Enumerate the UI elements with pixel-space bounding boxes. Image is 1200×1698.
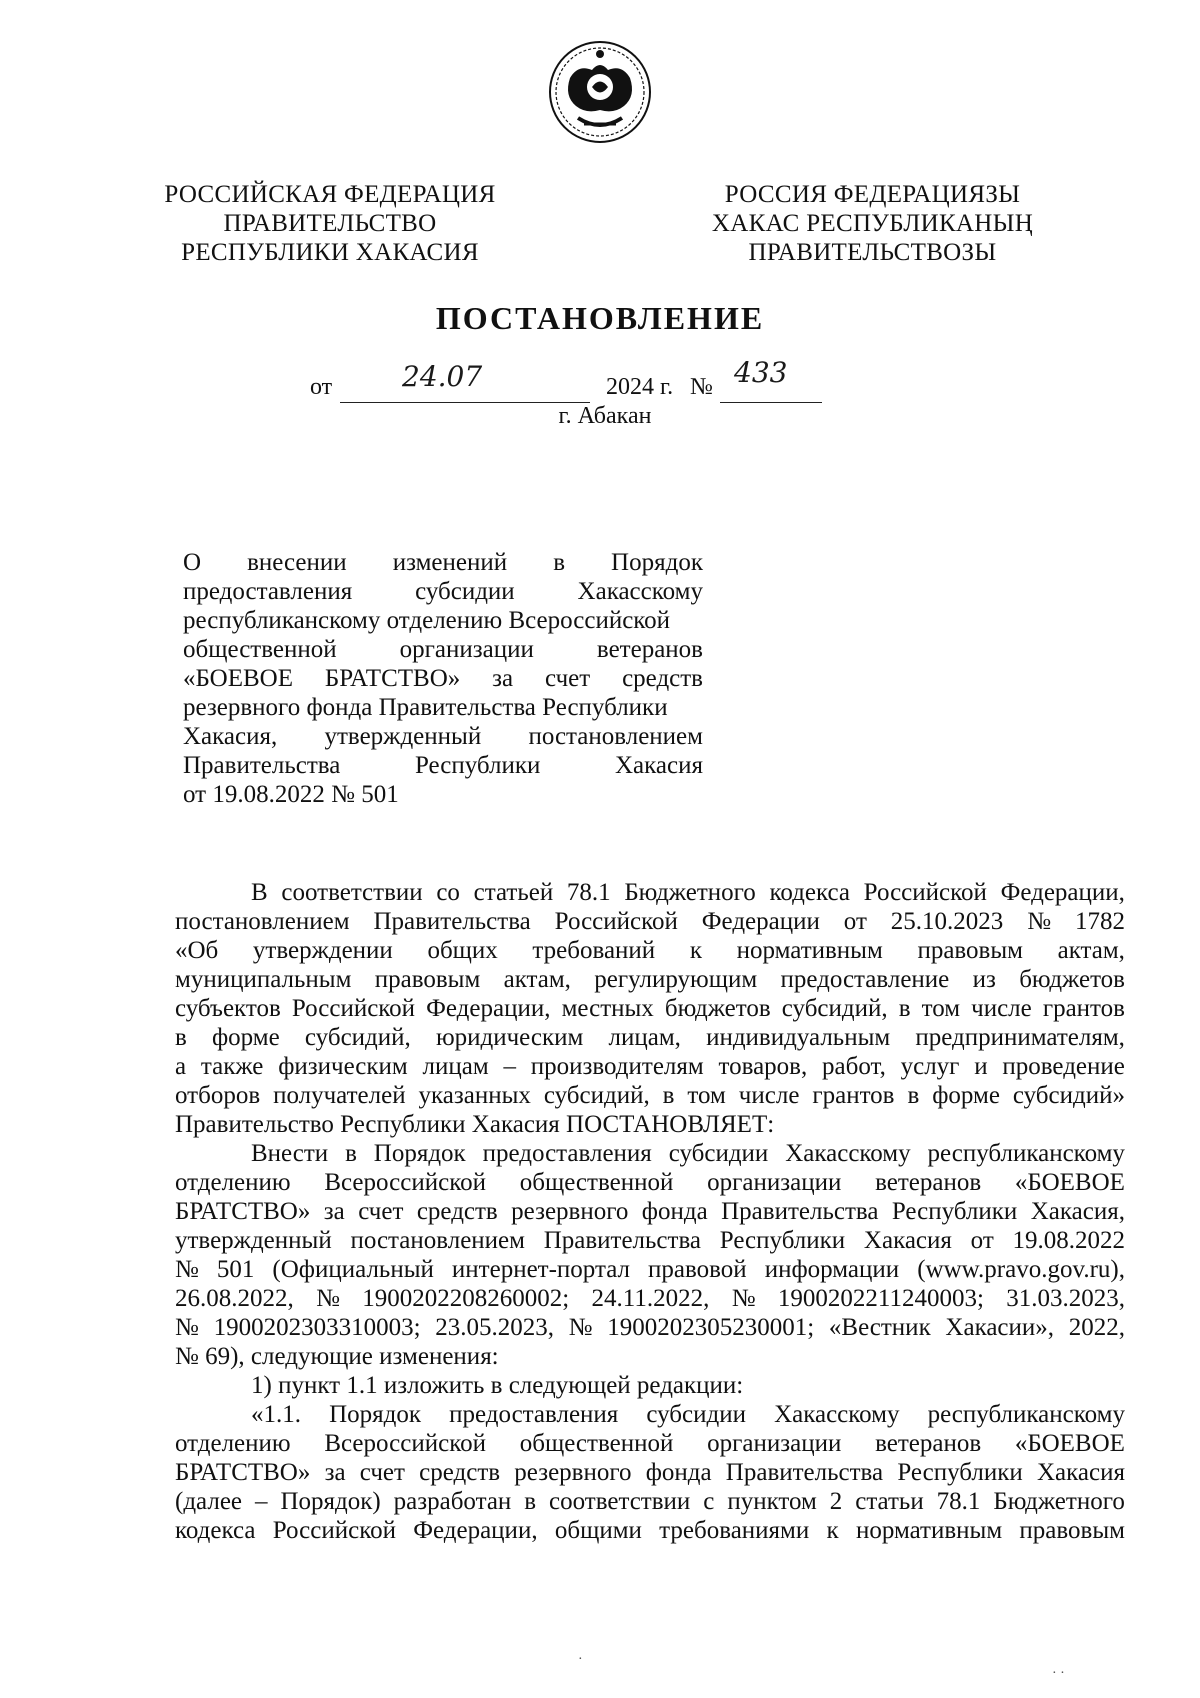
body-line: № 501 (Официальный интернет-портал правовой информации (www.pravo.gov.ru), [175, 1256, 1125, 1283]
header-right-line: РОССИЯ ФЕДЕРАЦИЯЗЫ [724, 181, 1021, 208]
header-right-line: ХАКАС РЕСПУБЛИКАНЫҢ [711, 210, 1034, 237]
body-line: Правительство Республики Хакасия ПОСТАНОВЛЯЕТ: [175, 1111, 775, 1138]
body-line: «1.1. Порядок предоставления субсидии Хакасскому республиканскому [251, 1401, 1125, 1428]
subject-line: Правительства Республики Хакасия [183, 752, 703, 779]
header-right-line: ПРАВИТЕЛЬСТВОЗЫ [748, 239, 997, 266]
body-line: отделению Всероссийской общественной организации ветеранов «БОЕВОЕ [175, 1430, 1125, 1457]
subject-line: республиканскому отделению Всероссийской [183, 607, 671, 634]
body-line: (далее – Порядок) разработан в соответствии с пунктом 2 статьи 78.1 Бюджетного [175, 1488, 1125, 1515]
subject-line: от 19.08.2022 № 501 [183, 781, 399, 808]
header-left-line: РЕСПУБЛИКИ ХАКАСИЯ [181, 239, 479, 266]
body-line: «Об утверждении общих требований к нормативным правовым актам, [175, 937, 1125, 964]
body-line: субъектов Российской Федерации, местных бюджетов субсидий, в том числе грантов [175, 995, 1125, 1022]
body-line: Внести в Порядок предоставления субсидии Хакасскому республиканскому [251, 1140, 1125, 1167]
body-line: № 1900202303310003; 23.05.2023, № 1900202305230001; «Вестник Хакасии», 2022, [175, 1314, 1125, 1341]
scan-speck: · [578, 1652, 583, 1667]
body-line: отборов получателей указанных субсидий, в том числе грантов в форме субсидий» [175, 1082, 1125, 1109]
coat-of-arms-icon [548, 40, 652, 144]
body-line: утвержденный постановлением Правительства Республики Хакасия от 19.08.2022 [175, 1227, 1125, 1254]
body-line: БРАТСТВО» за счет средств резервного фонда Правительства Республики Хакасия [175, 1459, 1125, 1486]
handwritten-date: 24.07 [402, 360, 483, 393]
document-title: ПОСТАНОВЛЕНИЕ [435, 300, 765, 336]
body-line: отделению Всероссийской общественной организации ветеранов «БОЕВОЕ [175, 1169, 1125, 1196]
body-line: В соответствии со статьей 78.1 Бюджетного кодекса Российской Федерации, [251, 879, 1125, 906]
body-line: а также физическим лицам – производителям товаров, работ, услуг и проведение [175, 1053, 1125, 1080]
city-line: г. Абакан [558, 403, 652, 429]
body-line: 26.08.2022, № 1900202208260002; 24.11.2022, № 1900202211240003; 31.03.2023, [175, 1285, 1125, 1312]
header-left-line: РОССИЙСКАЯ ФЕДЕРАЦИЯ [164, 181, 496, 208]
header-left [150, 180, 510, 267]
body-line: постановлением Правительства Российской Федерации от 25.10.2023 № 1782 [175, 908, 1125, 935]
number-label: № [690, 374, 713, 400]
subject-line: О внесении изменений в Порядок [183, 549, 703, 576]
from-label: от [310, 374, 333, 400]
subject-line: Хакасия, утвержденный постановлением [183, 723, 703, 750]
body-line: муниципальным правовым актам, регулирующим предоставление из бюджетов [175, 966, 1125, 993]
date-number-line [310, 356, 910, 406]
header-left-line: ПРАВИТЕЛЬСТВО [223, 210, 437, 237]
body-line: 1) пункт 1.1 изложить в следующей редакции: [251, 1372, 744, 1399]
subject-line: предоставления субсидии Хакасскому [183, 578, 703, 605]
body-line: БРАТСТВО» за счет средств резервного фонда Правительства Республики Хакасия, [175, 1198, 1125, 1225]
body-text [175, 878, 1125, 1545]
subject-line: общественной организации ветеранов [183, 636, 703, 663]
body-line: в форме субсидий, юридическим лицам, индивидуальным предпринимателям, [175, 1024, 1125, 1051]
subject-block [183, 548, 703, 809]
scan-speck: · · [1052, 1666, 1065, 1681]
handwritten-number: 433 [734, 356, 788, 389]
subject-line: резервного фонда Правительства Республики [183, 694, 668, 721]
header-right [690, 180, 1055, 267]
year-label: 2024 г. [606, 374, 674, 400]
body-line: № 69), следующие изменения: [175, 1343, 499, 1370]
subject-line: «БОЕВОЕ БРАТСТВО» за счет средств [183, 665, 703, 692]
body-line: кодекса Российской Федерации, общими требованиями к нормативным правовым [175, 1517, 1125, 1544]
